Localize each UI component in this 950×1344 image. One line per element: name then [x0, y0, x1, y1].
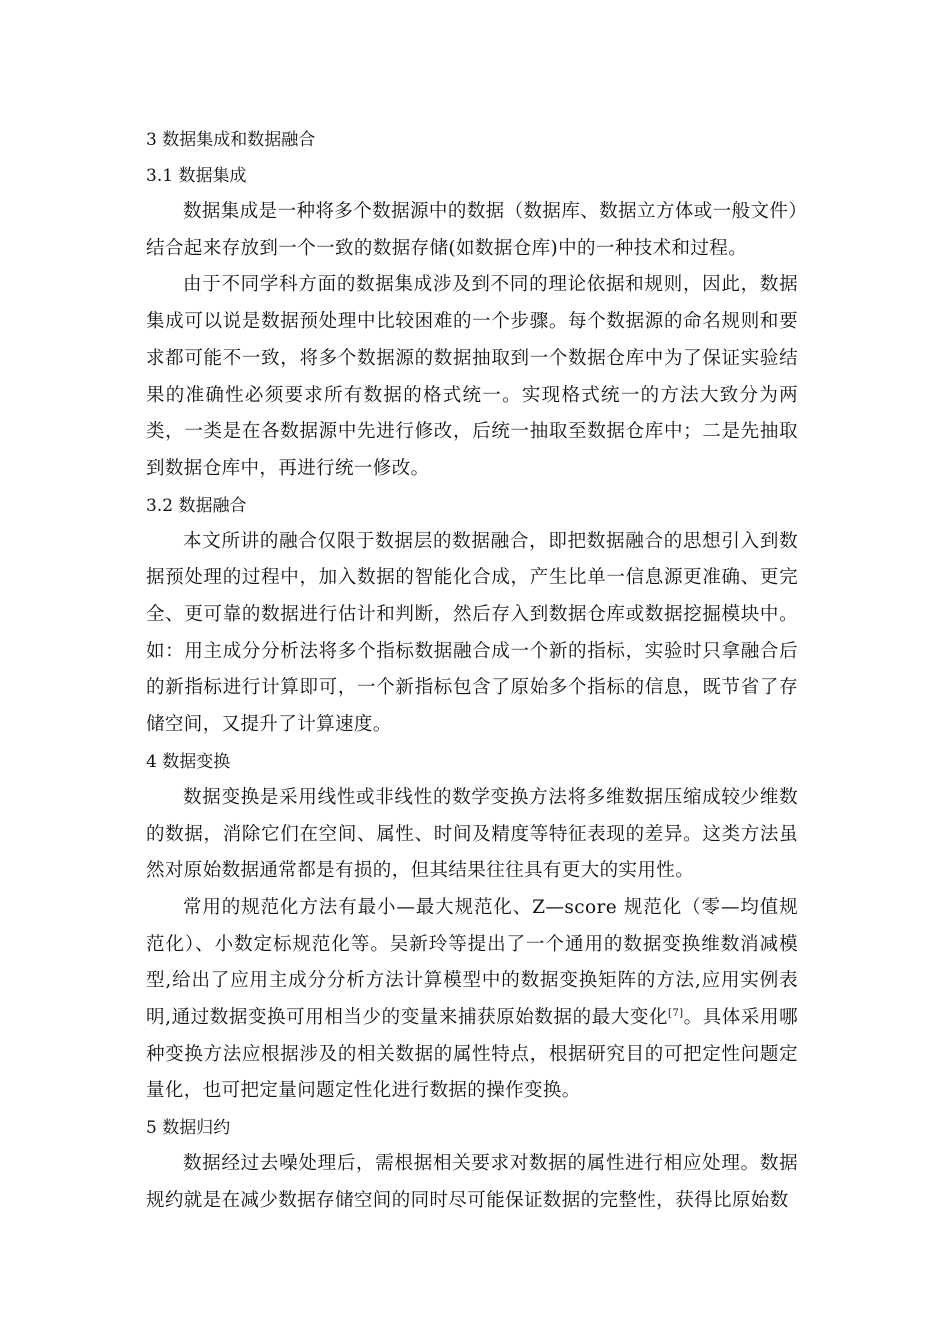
paragraph-4-b-tail: 。具体采用哪种变换方法应根据涉及的相关数据的属性特点，根据研究目的可把定性问题定量化，也可把定量问题定性化进行数据的操作变换。 [146, 1007, 798, 1102]
document-page [146, 122, 798, 1220]
paragraph-4-b-text: 常用的规范化方法有最小—最大规范化、Z—score 规范化（零—均值规范化）、小数定标规范化等。吴新玲等提出了一个通用的数据变换维数消减模型,给出了应用主成分分析方法计算模型中的数据变换矩阵的方法,应用实例表明,通过数据变换可用相当少的变量来捕获原始数据的最大变化 [146, 896, 798, 1029]
paragraph-4-b [146, 890, 798, 1110]
section-heading-5: 5 数据归约 [146, 1118, 231, 1139]
paragraph-3-2-a: 本文所讲的融合仅限于数据层的数据融合，即把数据融合的思想引入到数据预处理的过程中，加入数据的智能化合成，产生比单一信息源更准确、更完全、更可靠的数据进行估计和判断，然后存入到数据仓库或数据挖掘模块中。如：用主成分分析法将多个指标数据融合成一个新的指标，实验时只拿融合后的新指标进行计算即可，一个新指标包含了原始多个指标的信息，既节省了存储空间，又提升了计算速度。 [146, 530, 798, 736]
paragraph-5-a: 数据经过去噪处理后，需根据相关要求对数据的属性进行相应处理。数据规约就是在减少数据存储空间的同时尽可能保证数据的完整性，获得比原始数 [146, 1153, 798, 1211]
citation-reference: [7] [668, 1007, 684, 1019]
paragraph-3-1-a: 数据集成是一种将多个数据源中的数据（数据库、数据立方体或一般文件）结合起来存放到一个一致的数据存储(如数据仓库)中的一种技术和过程。 [146, 201, 798, 259]
section-heading-4: 4 数据变换 [146, 751, 231, 772]
section-heading-3: 3 数据集成和数据融合 [146, 130, 316, 150]
paragraph-3-1-b: 由于不同学科方面的数据集成涉及到不同的理论依据和规则，因此，数据集成可以说是数据预处理中比较困难的一个步骤。每个数据源的命名规则和要求都可能不一致，将多个数据源的数据抽取到一个数据仓库中为了保证实验结果的准确性必须要求所有数据的格式统一。实现格式统一的方法大致分为两类，一类是在各数据源中先进行修改，后统一抽取至数据仓库中；二是先抽取到数据仓库中，再进行统一修改。 [146, 274, 798, 479]
subsection-heading-3-1: 3.1 数据集成 [146, 166, 247, 186]
subsection-heading-3-2: 3.2 数据融合 [146, 495, 247, 516]
paragraph-4-a: 数据变换是采用线性或非线性的数学变换方法将多维数据压缩成较少维数的数据，消除它们在空间、属性、时间及精度等特征表现的差异。这类方法虽然对原始数据通常都是有损的，但其结果往往具有更大的实用性。 [146, 786, 798, 882]
